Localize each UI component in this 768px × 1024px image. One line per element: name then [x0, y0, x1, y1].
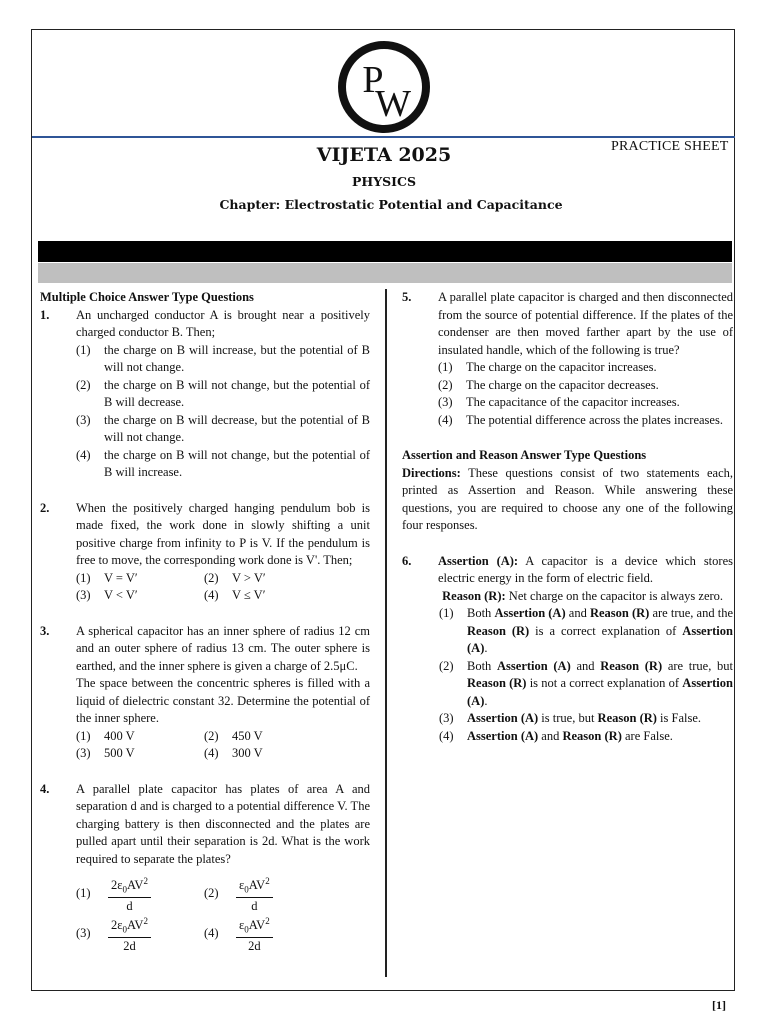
option-number: (3): [438, 395, 453, 409]
question-number: 3.: [40, 623, 50, 638]
svg-text:W: W: [375, 83, 411, 125]
option-text-part: is true, but: [538, 711, 598, 725]
option: [439, 605, 733, 658]
question-3: [40, 623, 370, 763]
option-number: (2): [439, 658, 454, 673]
option-text: [467, 710, 733, 728]
reason-text: Net charge on the capacitor is always zero.: [508, 588, 724, 603]
option-text: The charge on the capacitor increases.: [466, 360, 657, 374]
column-divider: [385, 289, 387, 977]
option-text-bold: Assertion (A): [494, 606, 566, 620]
option: [76, 342, 370, 377]
option: [204, 570, 370, 588]
option-text: the charge on B will increase, but the potential of B will not change.: [104, 342, 370, 374]
fraction-coef: 2ε: [111, 917, 123, 932]
option: [204, 745, 370, 763]
fraction-sup: 2: [143, 915, 148, 926]
section-title-mcq: Multiple Choice Answer Type Questions: [40, 290, 254, 304]
fraction-denominator: 2d: [248, 939, 261, 954]
assertion-text: A capacitor is a device which stores electric energy in the form of electric field.: [438, 553, 733, 585]
option-text-part: is a correct explanation of: [529, 623, 683, 638]
option: [76, 745, 204, 763]
fraction-rest: AV: [248, 917, 266, 932]
question-number: 2.: [40, 500, 50, 515]
option-text-bold: Reason (R): [562, 728, 622, 743]
question-number: 1.: [40, 307, 50, 322]
header-band-gray: [38, 263, 732, 283]
option: [204, 587, 370, 605]
option-number: (4): [76, 447, 91, 462]
fraction-denominator: d: [251, 899, 258, 914]
option: [76, 728, 204, 746]
option-text-bold: Assertion (A): [467, 676, 733, 708]
reason-label: Reason (R):: [442, 588, 506, 603]
option: [439, 658, 733, 711]
option-text: V < V′: [104, 588, 138, 602]
section-title-assertion: Assertion and Reason Answer Type Questions: [402, 448, 647, 462]
question-4: [40, 781, 370, 955]
question-text-continued: The space between the concentric spheres is filled with a liquid of dielectric constant 32. Determine the potential of the inner sphere.: [76, 676, 370, 725]
assertion-label: Assertion (A):: [438, 553, 519, 568]
fraction-sup: 2: [265, 915, 270, 926]
option-text-part: and: [570, 658, 601, 673]
option-number: (3): [439, 711, 454, 725]
fraction-sup: 2: [143, 875, 148, 886]
option-text-bold: Assertion (A): [497, 658, 571, 673]
option: [76, 447, 370, 482]
option-number: (2): [438, 377, 453, 392]
option-number: (4): [439, 728, 454, 743]
option-text: The charge on the capacitor decreases.: [466, 377, 659, 392]
option: [438, 377, 733, 395]
option-text-bold: Assertion (A): [467, 623, 733, 655]
option-text-part: Both: [467, 606, 495, 620]
option-number: (3): [76, 746, 91, 760]
directions-label: Directions:: [402, 465, 461, 480]
chapter-title: Chapter: Electrostatic Potential and Capacitance: [219, 197, 563, 212]
option-text: 300 V: [232, 746, 263, 760]
option-text: [467, 728, 733, 746]
fraction-sub: 0: [244, 924, 249, 935]
question-text: A spherical capacitor has an inner sphere of radius 12 cm and an outer sphere of radius 13 cm. The outer sphere is earthed, and the inner sphere is given a charge of 2.5μC.: [76, 623, 370, 673]
option-text: the charge on B will decrease, but the potential of B will not change.: [104, 412, 370, 444]
option-number: (4): [204, 588, 219, 602]
question-1: [40, 307, 370, 482]
option-number: (1): [76, 886, 91, 901]
subject-title: PHYSICS: [352, 174, 416, 189]
option: [439, 728, 733, 746]
option: [204, 914, 370, 954]
header-rule: [32, 136, 735, 138]
svg-text:P: P: [362, 59, 384, 101]
option-text-bold: Assertion (A): [467, 711, 539, 725]
option-text-part: are False.: [621, 728, 673, 743]
option-text-part: is False.: [656, 711, 702, 725]
option-number: (1): [76, 342, 91, 357]
option-text-part: is not a correct explanation of: [526, 676, 683, 690]
option: [204, 728, 370, 746]
option-text-bold: Reason (R): [600, 658, 663, 673]
fraction-coef: ε: [239, 917, 245, 932]
option-grid: [76, 874, 370, 954]
option-number: (1): [438, 360, 453, 374]
option-text-bold: Reason (R): [467, 676, 527, 690]
fraction-rest: AV: [127, 877, 144, 892]
option-text-part: and: [538, 728, 563, 743]
option: [76, 412, 370, 447]
option: [438, 394, 733, 412]
option-number: (4): [204, 746, 219, 760]
option-text: V ≤ V′: [232, 588, 266, 602]
option-text: 450 V: [232, 728, 263, 743]
option: [204, 874, 370, 914]
option-number: (1): [439, 606, 454, 620]
question-number: 6.: [402, 553, 412, 568]
option: [76, 874, 204, 914]
reason-statement: [402, 588, 733, 606]
left-column: [40, 289, 370, 954]
assertion-statement: [438, 553, 733, 588]
option-number: (3): [76, 412, 91, 427]
fraction-sup: 2: [265, 875, 270, 886]
fraction-denominator: 2d: [123, 939, 136, 954]
option-text: The potential difference across the plates increases.: [466, 412, 723, 427]
fraction-coef: ε: [239, 877, 245, 892]
option-text: The capacitance of the capacitor increases.: [466, 395, 680, 409]
fraction-rest: AV: [127, 917, 144, 932]
option-text: [467, 658, 733, 711]
option-number: (4): [204, 926, 219, 941]
option-number: (2): [204, 886, 219, 901]
option-number: (3): [76, 926, 91, 941]
option-text-bold: Reason (R): [467, 623, 530, 638]
fraction-denominator: d: [126, 899, 133, 914]
option-number: (2): [76, 377, 91, 392]
question-text: When the positively charged hanging pendulum bob is made fixed, the work done in slowly shifting a unit positive charge from infinity to P is V. If the pendulum is free to move, the corresponding work done is V'. Then;: [76, 500, 370, 567]
option: [438, 412, 733, 430]
option-text: 400 V: [104, 728, 135, 743]
option: [76, 377, 370, 412]
option-number: (2): [204, 570, 219, 585]
directions: [402, 465, 733, 535]
option-number: (1): [76, 570, 91, 585]
option-number: (4): [438, 412, 453, 427]
question-6-options: [402, 605, 733, 745]
option-text-part: are true, and the: [649, 606, 734, 620]
option-text-bold: Assertion (A): [467, 728, 539, 743]
page-number: [1]: [712, 998, 726, 1012]
option-fraction: [108, 913, 151, 956]
question-5: [402, 289, 733, 429]
option-text: [467, 605, 733, 658]
practice-sheet-label: PRACTICE SHEET: [611, 139, 729, 154]
header-band-black: [38, 241, 732, 262]
directions-text: These questions consist of two statements each, printed as Assertion and Reason. While answering these questions, you are required to choose any one of the following four responses.: [402, 465, 733, 532]
option: [76, 914, 204, 954]
option: [76, 587, 204, 605]
question-number: 4.: [40, 781, 50, 796]
option: [76, 570, 204, 588]
option-text-part: are true, but: [662, 658, 733, 673]
fraction-sub: 0: [122, 884, 127, 895]
question-6: [402, 553, 733, 588]
right-column: [402, 289, 733, 745]
option-text-part: and: [565, 606, 590, 620]
option-grid: [76, 728, 370, 763]
pw-logo: [337, 40, 431, 134]
option-text: the charge on B will not change, but the potential of B will decrease.: [104, 377, 370, 409]
option-number: (3): [76, 588, 91, 602]
option-text: 500 V: [104, 746, 135, 760]
question-2: [40, 500, 370, 605]
option-text-part: Both: [467, 658, 498, 673]
option-text: V = V′: [104, 570, 138, 585]
option-number: (1): [76, 728, 91, 743]
fraction-sub: 0: [122, 924, 127, 935]
option: [439, 710, 733, 728]
option-text-bold: Reason (R): [589, 606, 650, 620]
question-text: An uncharged conductor A is brought near a positively charged conductor B. Then;: [76, 307, 370, 339]
option-grid: [76, 570, 370, 605]
option-fraction: [236, 873, 273, 916]
sheet-title: VIJETA 2025: [316, 144, 452, 166]
option-text: the charge on B will not change, but the potential of B will increase.: [104, 447, 370, 479]
question-number: 5.: [402, 290, 412, 304]
option-text-part: .: [484, 693, 488, 708]
fraction-rest: AV: [248, 877, 266, 892]
option-text-part: .: [484, 641, 488, 655]
fraction-sub: 0: [244, 884, 249, 895]
option-fraction: [108, 873, 151, 916]
option-fraction: [236, 913, 273, 956]
option-text: V > V′: [232, 570, 266, 585]
option: [438, 359, 733, 377]
question-text: A parallel plate capacitor is charged and then disconnected from the source of potential difference. If the plates of the condenser are then moved farther apart by the use of insulated handle, which of the following is true?: [438, 290, 733, 357]
option-text-bold: Reason (R): [597, 711, 657, 725]
option-number: (2): [204, 728, 219, 743]
question-text: A parallel plate capacitor has plates of area A and separation d and is charged to a potential difference V. The charging battery is then disconnected and the plates are pulled apart until their separation is 2d. What is the work required to separate the plates?: [76, 781, 370, 866]
fraction-coef: 2ε: [111, 877, 123, 892]
